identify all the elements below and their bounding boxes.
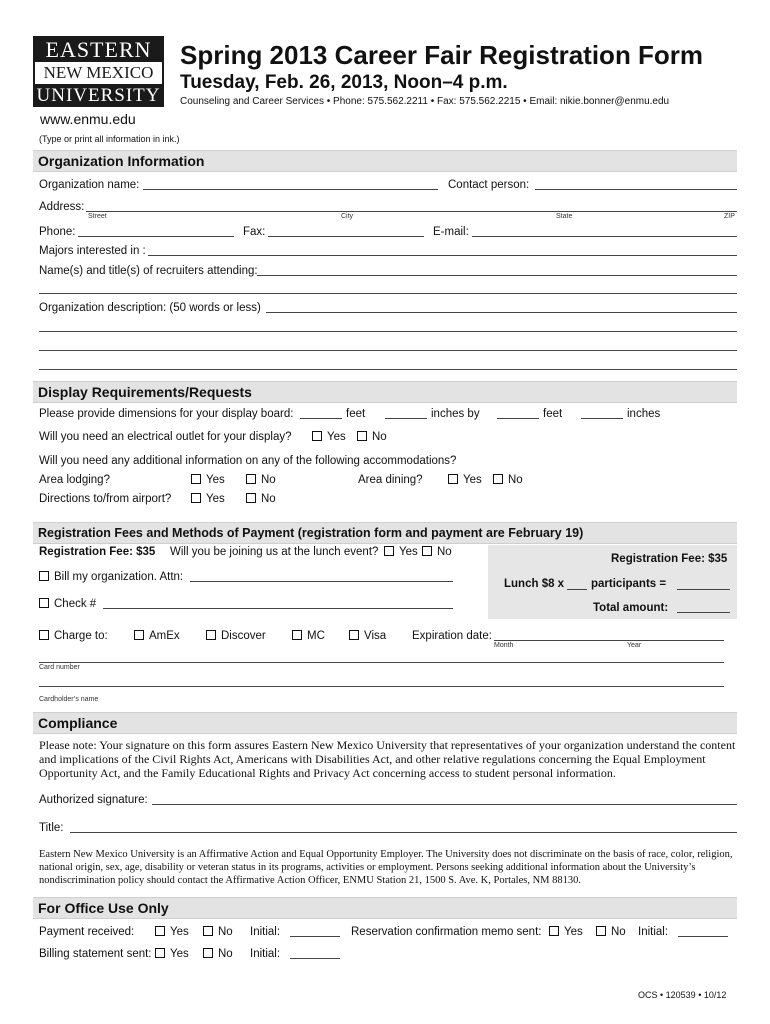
lunch-total-field[interactable]: [677, 589, 730, 590]
payment-no-option[interactable]: No: [203, 926, 233, 938]
dining-no-option[interactable]: No: [493, 474, 523, 486]
feet-label-1: feet: [346, 408, 366, 420]
inches-by-label: inches by: [431, 408, 480, 420]
box-fee: Registration Fee: $35: [611, 553, 728, 565]
logo-line-2: NEW MEXICO: [33, 62, 164, 84]
box-total-label: Total amount:: [593, 602, 669, 614]
street-caption: Street: [88, 213, 107, 220]
payment-initial-label: Initial:: [250, 926, 281, 938]
instruction-note: (Type or print all information in ink.): [39, 134, 180, 144]
lodging-yes-option[interactable]: Yes: [191, 474, 225, 486]
month-caption: Month: [494, 642, 514, 649]
airport-no-option[interactable]: No: [246, 493, 276, 505]
majors-field[interactable]: [148, 255, 737, 256]
outlet-label: Will you need an electrical outlet for your display?: [39, 431, 292, 443]
title-label: Title:: [39, 822, 64, 834]
phone-label: Phone:: [39, 226, 76, 238]
checkbox[interactable]: [206, 630, 216, 640]
section-compliance: Compliance: [33, 712, 737, 734]
description-field-3[interactable]: [39, 350, 737, 351]
address-field[interactable]: [86, 211, 737, 212]
checkbox[interactable]: [39, 598, 49, 608]
form-title: Spring 2013 Career Fair Registration Form: [180, 40, 704, 70]
section-fees: Registration Fees and Methods of Payment (registration form and payment are February 19): [33, 522, 737, 544]
compliance-paragraph: Please note: Your signature on this form assures Eastern New Mexico University that representatives of your organization understand the content and implications of the Civil Rights Act, Americans with Disabilities Act, and other relative regulations concerning the Equal Employment Opportunity Act, and the Family Educational Rights and Privacy Act concerning access to student personal information.: [39, 738, 736, 780]
footer-code: OCS • 120539 • 10/12: [638, 990, 727, 1000]
outlet-yes-option[interactable]: Yes: [312, 431, 346, 443]
lunch-question: Will you be joining us at the lunch event?: [170, 546, 379, 558]
cardholder-field[interactable]: [39, 686, 724, 687]
checkbox[interactable]: [493, 474, 503, 484]
org-name-field[interactable]: [143, 189, 438, 190]
description-field-4[interactable]: [39, 369, 737, 370]
phone-field[interactable]: [78, 236, 234, 237]
lunch-no-option[interactable]: No: [422, 546, 452, 558]
fee-label: Registration Fee: $35: [39, 546, 156, 558]
description-field-2[interactable]: [39, 331, 737, 332]
bill-attn-field[interactable]: [190, 581, 453, 582]
eeo-statement: Eastern New Mexico University is an Affirmative Action and Equal Opportunity Employer. The University does not discriminate on the basis of race, color, religion, national origin, sex, age, disability or veteran status in its programs, activities or employment. Persons seeking additional information about the University’s nondiscrimination policy should contact the Affirmative Action Officer, ENMU Station 21, 1500 S. Ave. K, Portales, NM 88130.: [39, 849, 733, 886]
billing-initial-label: Initial:: [250, 948, 281, 960]
checkbox[interactable]: [349, 630, 359, 640]
signature-field[interactable]: [152, 804, 737, 805]
box-lunch-label: Lunch $8 x: [504, 578, 565, 590]
billing-label: Billing statement sent:: [39, 948, 152, 960]
card-number-field[interactable]: [39, 662, 724, 663]
section-display: Display Requirements/Requests: [33, 381, 737, 403]
state-caption: State: [556, 213, 573, 220]
check-option[interactable]: Check #: [39, 598, 96, 610]
airport-label: Directions to/from airport?: [39, 493, 172, 505]
address-label: Address:: [39, 201, 85, 213]
section-organization: Organization Information: [33, 150, 737, 172]
checkbox[interactable]: [191, 474, 201, 484]
city-caption: City: [341, 213, 354, 220]
amex-option[interactable]: AmEx: [134, 630, 180, 642]
expiration-field[interactable]: [494, 640, 724, 641]
org-name-label: Organization name:: [39, 179, 140, 191]
inches-field-2[interactable]: [581, 418, 623, 419]
bill-option[interactable]: Bill my organization. Attn:: [39, 571, 183, 583]
memo-initial-label: Initial:: [638, 926, 669, 938]
lodging-no-option[interactable]: No: [246, 474, 276, 486]
feet-field-2[interactable]: [497, 418, 539, 419]
memo-yes-option[interactable]: Yes: [549, 926, 583, 938]
checkbox[interactable]: [203, 948, 213, 958]
dimensions-label: Please provide dimensions for your display board:: [39, 408, 294, 420]
expiration-label: Expiration date:: [412, 630, 492, 642]
contact-line: Counseling and Career Services • Phone: 575.562.2211 • Fax: 575.562.2215 • Email: nikie.bonner@enmu.edu: [180, 96, 670, 107]
inches-field-1[interactable]: [385, 418, 427, 419]
billing-initial-field[interactable]: [290, 958, 340, 959]
lodging-label: Area lodging?: [39, 474, 110, 486]
checkbox[interactable]: [155, 948, 165, 958]
payment-received-label: Payment received:: [39, 926, 135, 938]
website: www.enmu.edu: [40, 111, 136, 127]
checkbox[interactable]: [203, 926, 213, 936]
dining-label: Area dining?: [358, 474, 423, 486]
checkbox[interactable]: [448, 474, 458, 484]
year-caption: Year: [627, 642, 642, 649]
recruiters-field-2[interactable]: [39, 293, 737, 294]
memo-label: Reservation confirmation memo sent:: [351, 926, 542, 938]
checkbox[interactable]: [246, 474, 256, 484]
checkbox[interactable]: [246, 493, 256, 503]
cardholder-caption: Cardholder’s name: [39, 696, 99, 703]
title-field[interactable]: [70, 832, 737, 833]
checkbox[interactable]: [39, 630, 49, 640]
description-label: Organization description: (50 words or less): [39, 302, 261, 314]
checkbox[interactable]: [384, 546, 394, 556]
mc-option[interactable]: MC: [292, 630, 325, 642]
checkbox[interactable]: [549, 926, 559, 936]
fax-field[interactable]: [268, 236, 424, 237]
memo-initial-field[interactable]: [678, 936, 728, 937]
checkbox[interactable]: [357, 431, 367, 441]
outlet-no-option[interactable]: No: [357, 431, 387, 443]
checkbox[interactable]: [292, 630, 302, 640]
event-date: Tuesday, Feb. 26, 2013, Noon–4 p.m.: [180, 72, 508, 93]
checkbox[interactable]: [134, 630, 144, 640]
logo-line-1: EASTERN: [33, 36, 164, 62]
billing-yes-option[interactable]: Yes: [155, 948, 189, 960]
payment-yes-option[interactable]: Yes: [155, 926, 189, 938]
email-label: E-mail:: [433, 226, 469, 238]
card-number-caption: Card number: [39, 664, 80, 671]
dining-yes-option[interactable]: Yes: [448, 474, 482, 486]
zip-caption: ZIP: [724, 213, 735, 220]
discover-option[interactable]: Discover: [206, 630, 266, 642]
feet-field-1[interactable]: [300, 418, 342, 419]
billing-no-option[interactable]: No: [203, 948, 233, 960]
recruiters-label: Name(s) and title(s) of recruiters attending:: [39, 265, 258, 277]
airport-yes-option[interactable]: Yes: [191, 493, 225, 505]
signature-label: Authorized signature:: [39, 794, 148, 806]
feet-label-2: feet: [543, 408, 563, 420]
fax-label: Fax:: [243, 226, 266, 238]
checkbox[interactable]: [191, 493, 201, 503]
payment-initial-field[interactable]: [290, 936, 340, 937]
charge-option[interactable]: Charge to:: [39, 630, 108, 642]
accommodations-label: Will you need any additional information on any of the following accommodations?: [39, 455, 457, 467]
section-office-use: For Office Use Only: [33, 897, 737, 919]
email-field[interactable]: [472, 236, 737, 237]
check-number-field[interactable]: [103, 608, 453, 609]
checkbox[interactable]: [155, 926, 165, 936]
lunch-yes-option[interactable]: Yes: [384, 546, 418, 558]
enmu-logo: [33, 36, 164, 107]
box-participants-label: participants =: [591, 578, 667, 590]
contact-person-label: Contact person:: [448, 179, 530, 191]
total-amount-field[interactable]: [677, 612, 730, 613]
checkbox[interactable]: [596, 926, 606, 936]
description-field[interactable]: [266, 312, 737, 313]
checkbox[interactable]: [422, 546, 432, 556]
participants-field[interactable]: [567, 589, 587, 590]
majors-label: Majors interested in :: [39, 245, 146, 257]
memo-no-option[interactable]: No: [596, 926, 626, 938]
inches-label: inches: [627, 408, 661, 420]
contact-person-field[interactable]: [535, 189, 737, 190]
recruiters-field[interactable]: [257, 275, 737, 276]
visa-option[interactable]: Visa: [349, 630, 386, 642]
logo-line-3: UNIVERSITY: [33, 84, 164, 107]
checkbox[interactable]: [39, 571, 49, 581]
checkbox[interactable]: [312, 431, 322, 441]
